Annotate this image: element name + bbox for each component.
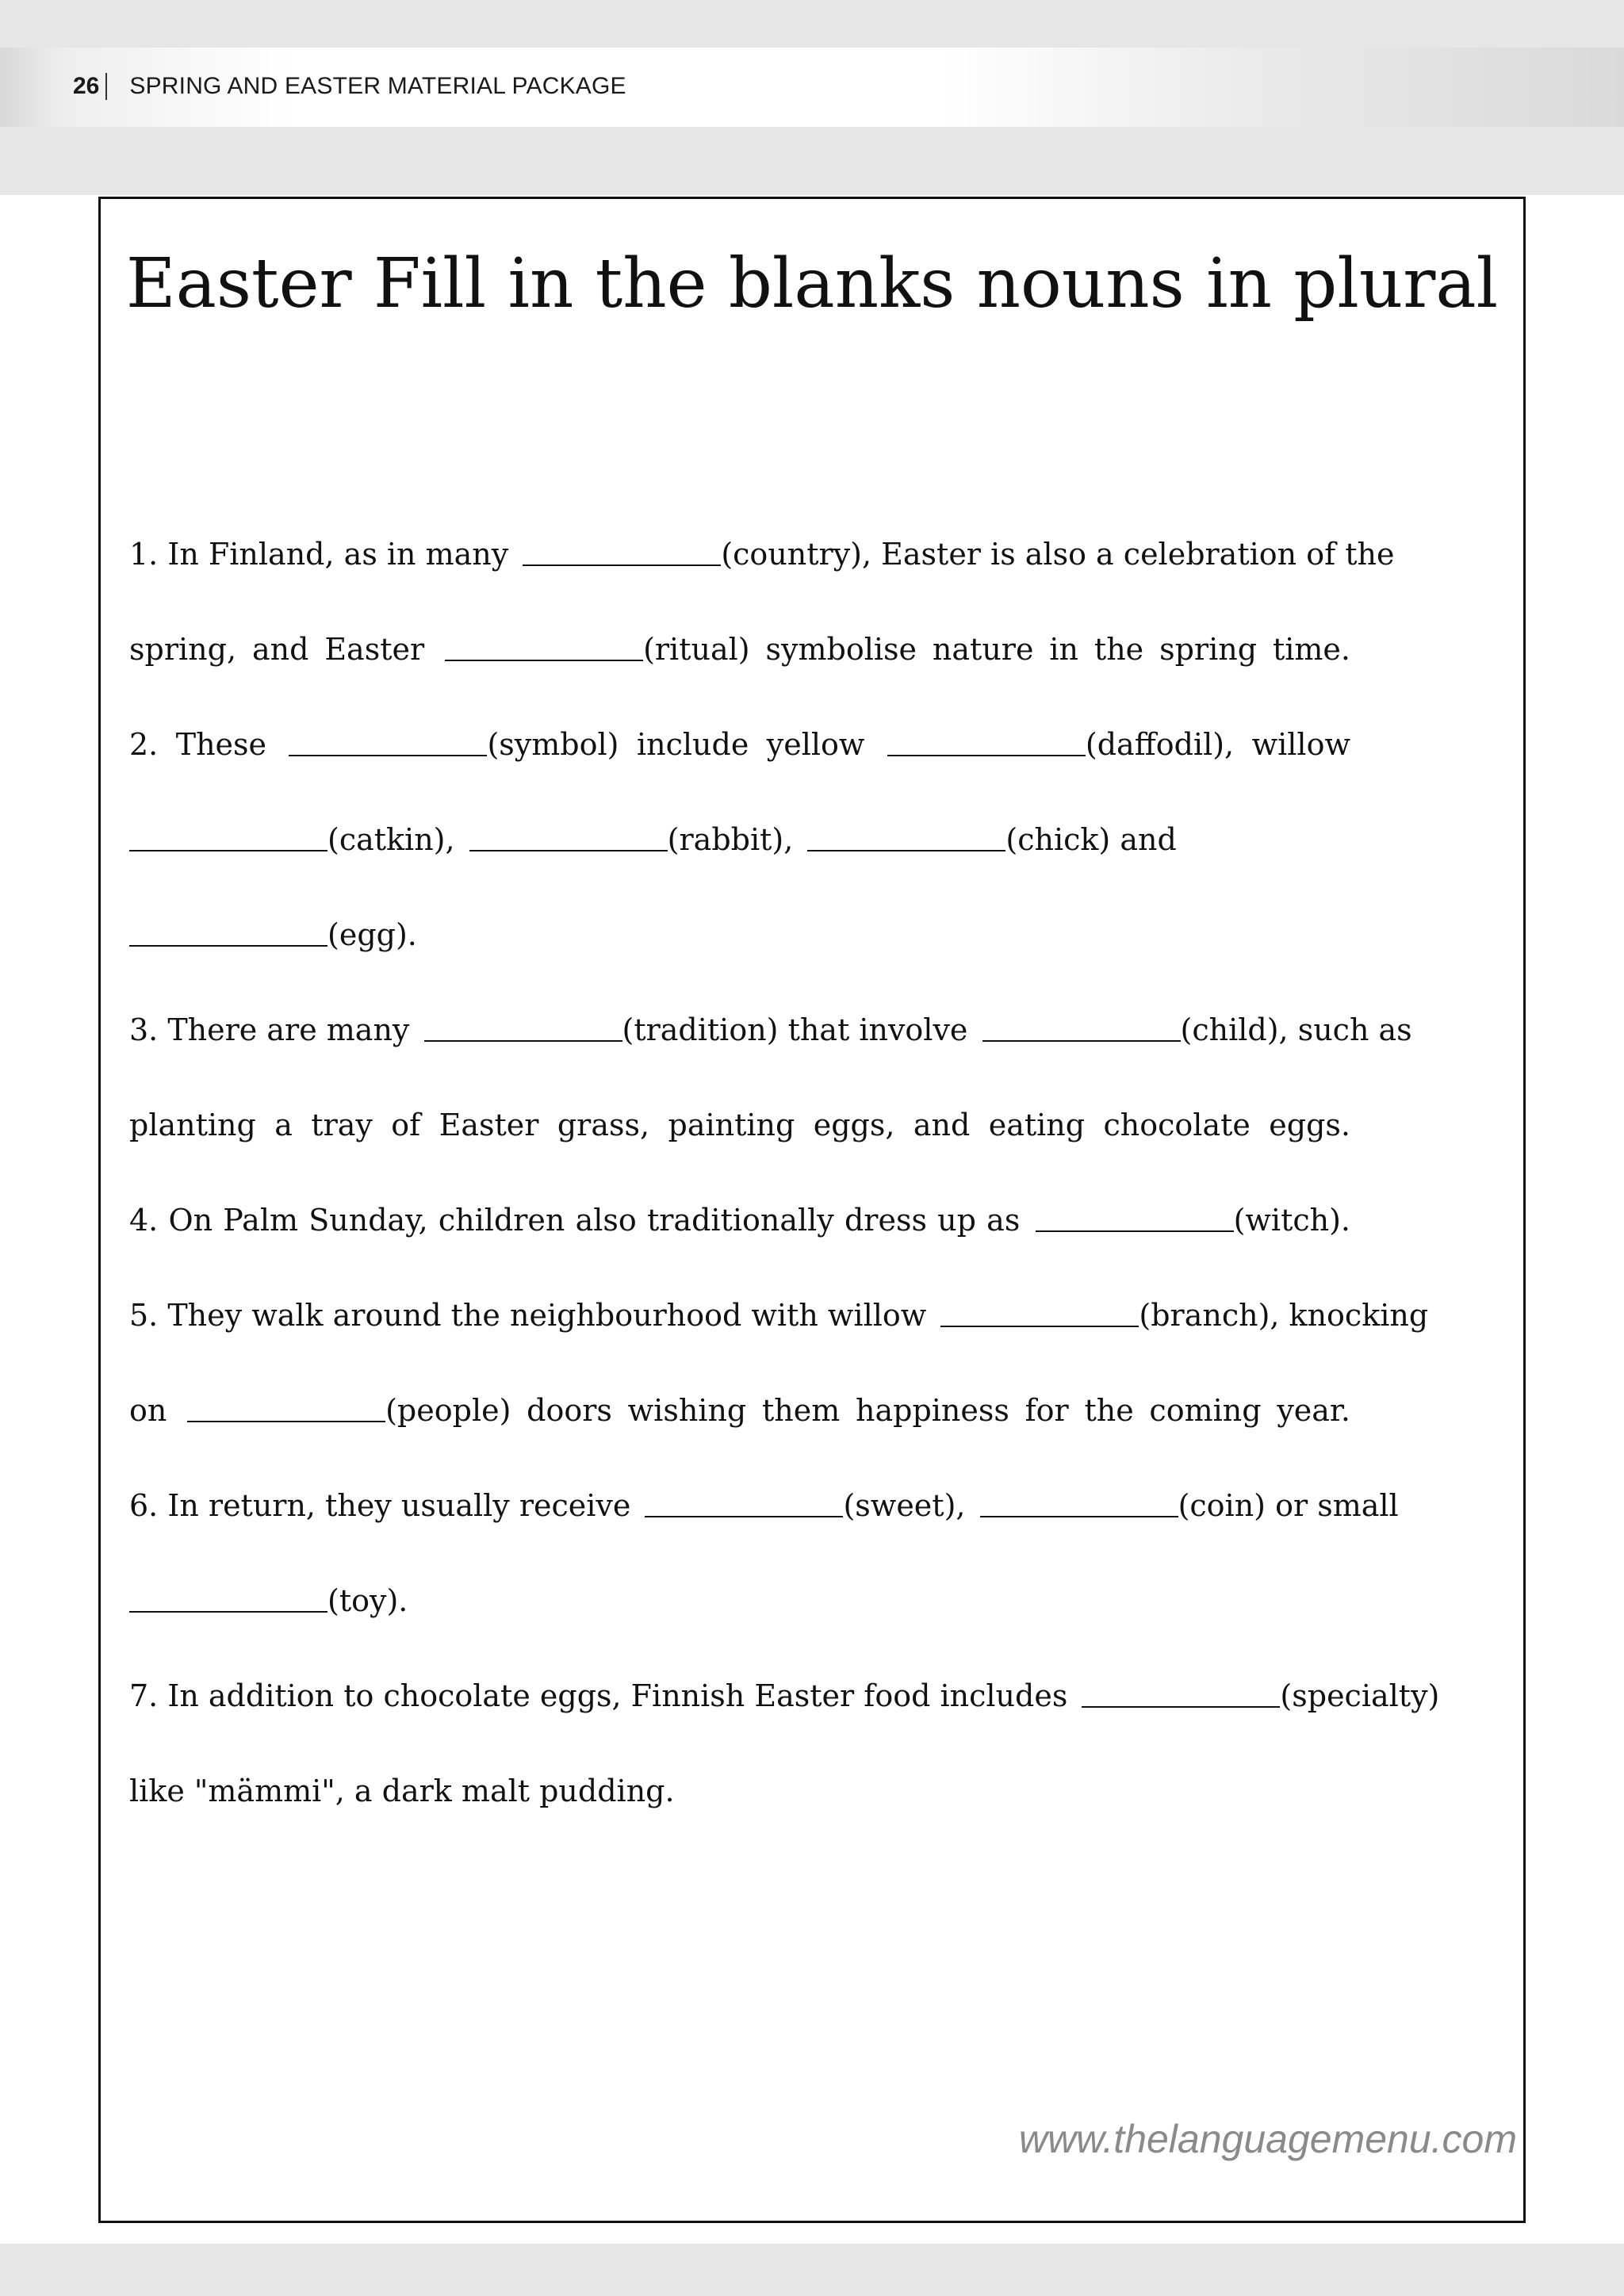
- answer-blank[interactable]: [129, 916, 327, 947]
- answer-blank[interactable]: [645, 1487, 843, 1517]
- bottom-gray-band: [0, 2244, 1624, 2296]
- answer-blank[interactable]: [187, 1392, 385, 1422]
- exercise-line: [129, 1553, 1350, 1648]
- exercise-text: (coin) or small: [1178, 1488, 1399, 1523]
- exercise-text: (witch).: [1233, 1203, 1350, 1238]
- exercise-text: (chick) and: [1005, 822, 1177, 857]
- website-url: www.thelanguagemenu.com: [1018, 2117, 1517, 2161]
- exercise-text: 1. In Finland, as in many: [129, 537, 509, 572]
- top-margin-strip: [0, 0, 1624, 48]
- exercise-text: (country), Easter is also a celebration of the: [721, 537, 1395, 572]
- exercise-text: (people) doors wishing them happiness for the coming year.: [385, 1393, 1350, 1428]
- exercise-line: [129, 1743, 1350, 1839]
- answer-blank[interactable]: [940, 1297, 1139, 1327]
- exercise-list: [129, 507, 1440, 1839]
- answer-blank[interactable]: [980, 1487, 1178, 1517]
- exercise-text: (egg).: [327, 917, 417, 952]
- exercise-line: [129, 792, 1350, 887]
- exercise-line: [129, 982, 1412, 1077]
- exercise-text: (specialty): [1280, 1678, 1440, 1713]
- exercise-text: 5. They walk around the neighbourhood with willow: [129, 1298, 927, 1333]
- page-number: 26: [73, 73, 100, 99]
- answer-blank[interactable]: [129, 1582, 327, 1613]
- worksheet-frame: [98, 197, 1526, 2223]
- exercise-text: (child), such as: [1180, 1012, 1412, 1047]
- answer-blank[interactable]: [982, 1012, 1181, 1042]
- header-title: SPRING AND EASTER MATERIAL PACKAGE: [129, 73, 626, 99]
- exercise-line: [129, 602, 1350, 697]
- exercise-text: on: [129, 1393, 167, 1428]
- exercise-line: [129, 1268, 1429, 1363]
- exercise-line: [129, 507, 1395, 602]
- exercise-line: [129, 1363, 1350, 1458]
- answer-blank[interactable]: [523, 536, 721, 566]
- exercise-text: planting a tray of Easter grass, painting eggs, and eating chocolate eggs.: [129, 1108, 1350, 1142]
- exercise-text: (sweet),: [843, 1488, 975, 1523]
- exercise-text: 6. In return, they usually receive: [129, 1488, 631, 1523]
- exercise-text: 3. There are many: [129, 1012, 410, 1047]
- exercise-text: 7. In addition to chocolate eggs, Finnish Easter food includes: [129, 1678, 1068, 1713]
- exercise-line: [129, 1458, 1399, 1553]
- exercise-text: (tradition) that involve: [622, 1012, 968, 1047]
- exercise-text: (daffodil), willow: [1085, 727, 1350, 762]
- answer-blank[interactable]: [289, 726, 487, 756]
- exercise-text: spring, and Easter: [129, 632, 425, 667]
- answer-blank[interactable]: [445, 631, 643, 661]
- exercise-text: (ritual) symbolise nature in the spring time.: [643, 632, 1350, 667]
- header-text: [73, 67, 626, 106]
- exercise-text: 4. On Palm Sunday, children also traditionally dress up as: [129, 1203, 1021, 1238]
- answer-blank[interactable]: [424, 1012, 622, 1042]
- header-separator: [105, 73, 107, 100]
- exercise-line: [129, 1648, 1440, 1743]
- answer-blank[interactable]: [469, 821, 668, 851]
- exercise-text: (branch), knocking: [1139, 1298, 1429, 1333]
- exercise-line: [129, 1077, 1350, 1173]
- answer-blank[interactable]: [1082, 1678, 1280, 1708]
- exercise-text: (rabbit),: [667, 822, 803, 857]
- header-gray-band: [0, 127, 1624, 195]
- exercise-text: (catkin),: [327, 822, 465, 857]
- answer-blank[interactable]: [1036, 1202, 1234, 1232]
- exercise-line: [129, 887, 1350, 982]
- answer-blank[interactable]: [887, 726, 1086, 756]
- exercise-text: 2. These: [129, 727, 267, 762]
- exercise-line: [129, 1173, 1350, 1268]
- worksheet-title: Easter Fill in the blanks nouns in plural: [125, 244, 1499, 323]
- exercise-line: [129, 697, 1350, 792]
- answer-blank[interactable]: [129, 821, 327, 851]
- answer-blank[interactable]: [807, 821, 1005, 851]
- exercise-text: like "mämmi", a dark malt pudding.: [129, 1774, 675, 1808]
- exercise-text: (symbol) include yellow: [487, 727, 865, 762]
- exercise-text: (toy).: [327, 1583, 408, 1618]
